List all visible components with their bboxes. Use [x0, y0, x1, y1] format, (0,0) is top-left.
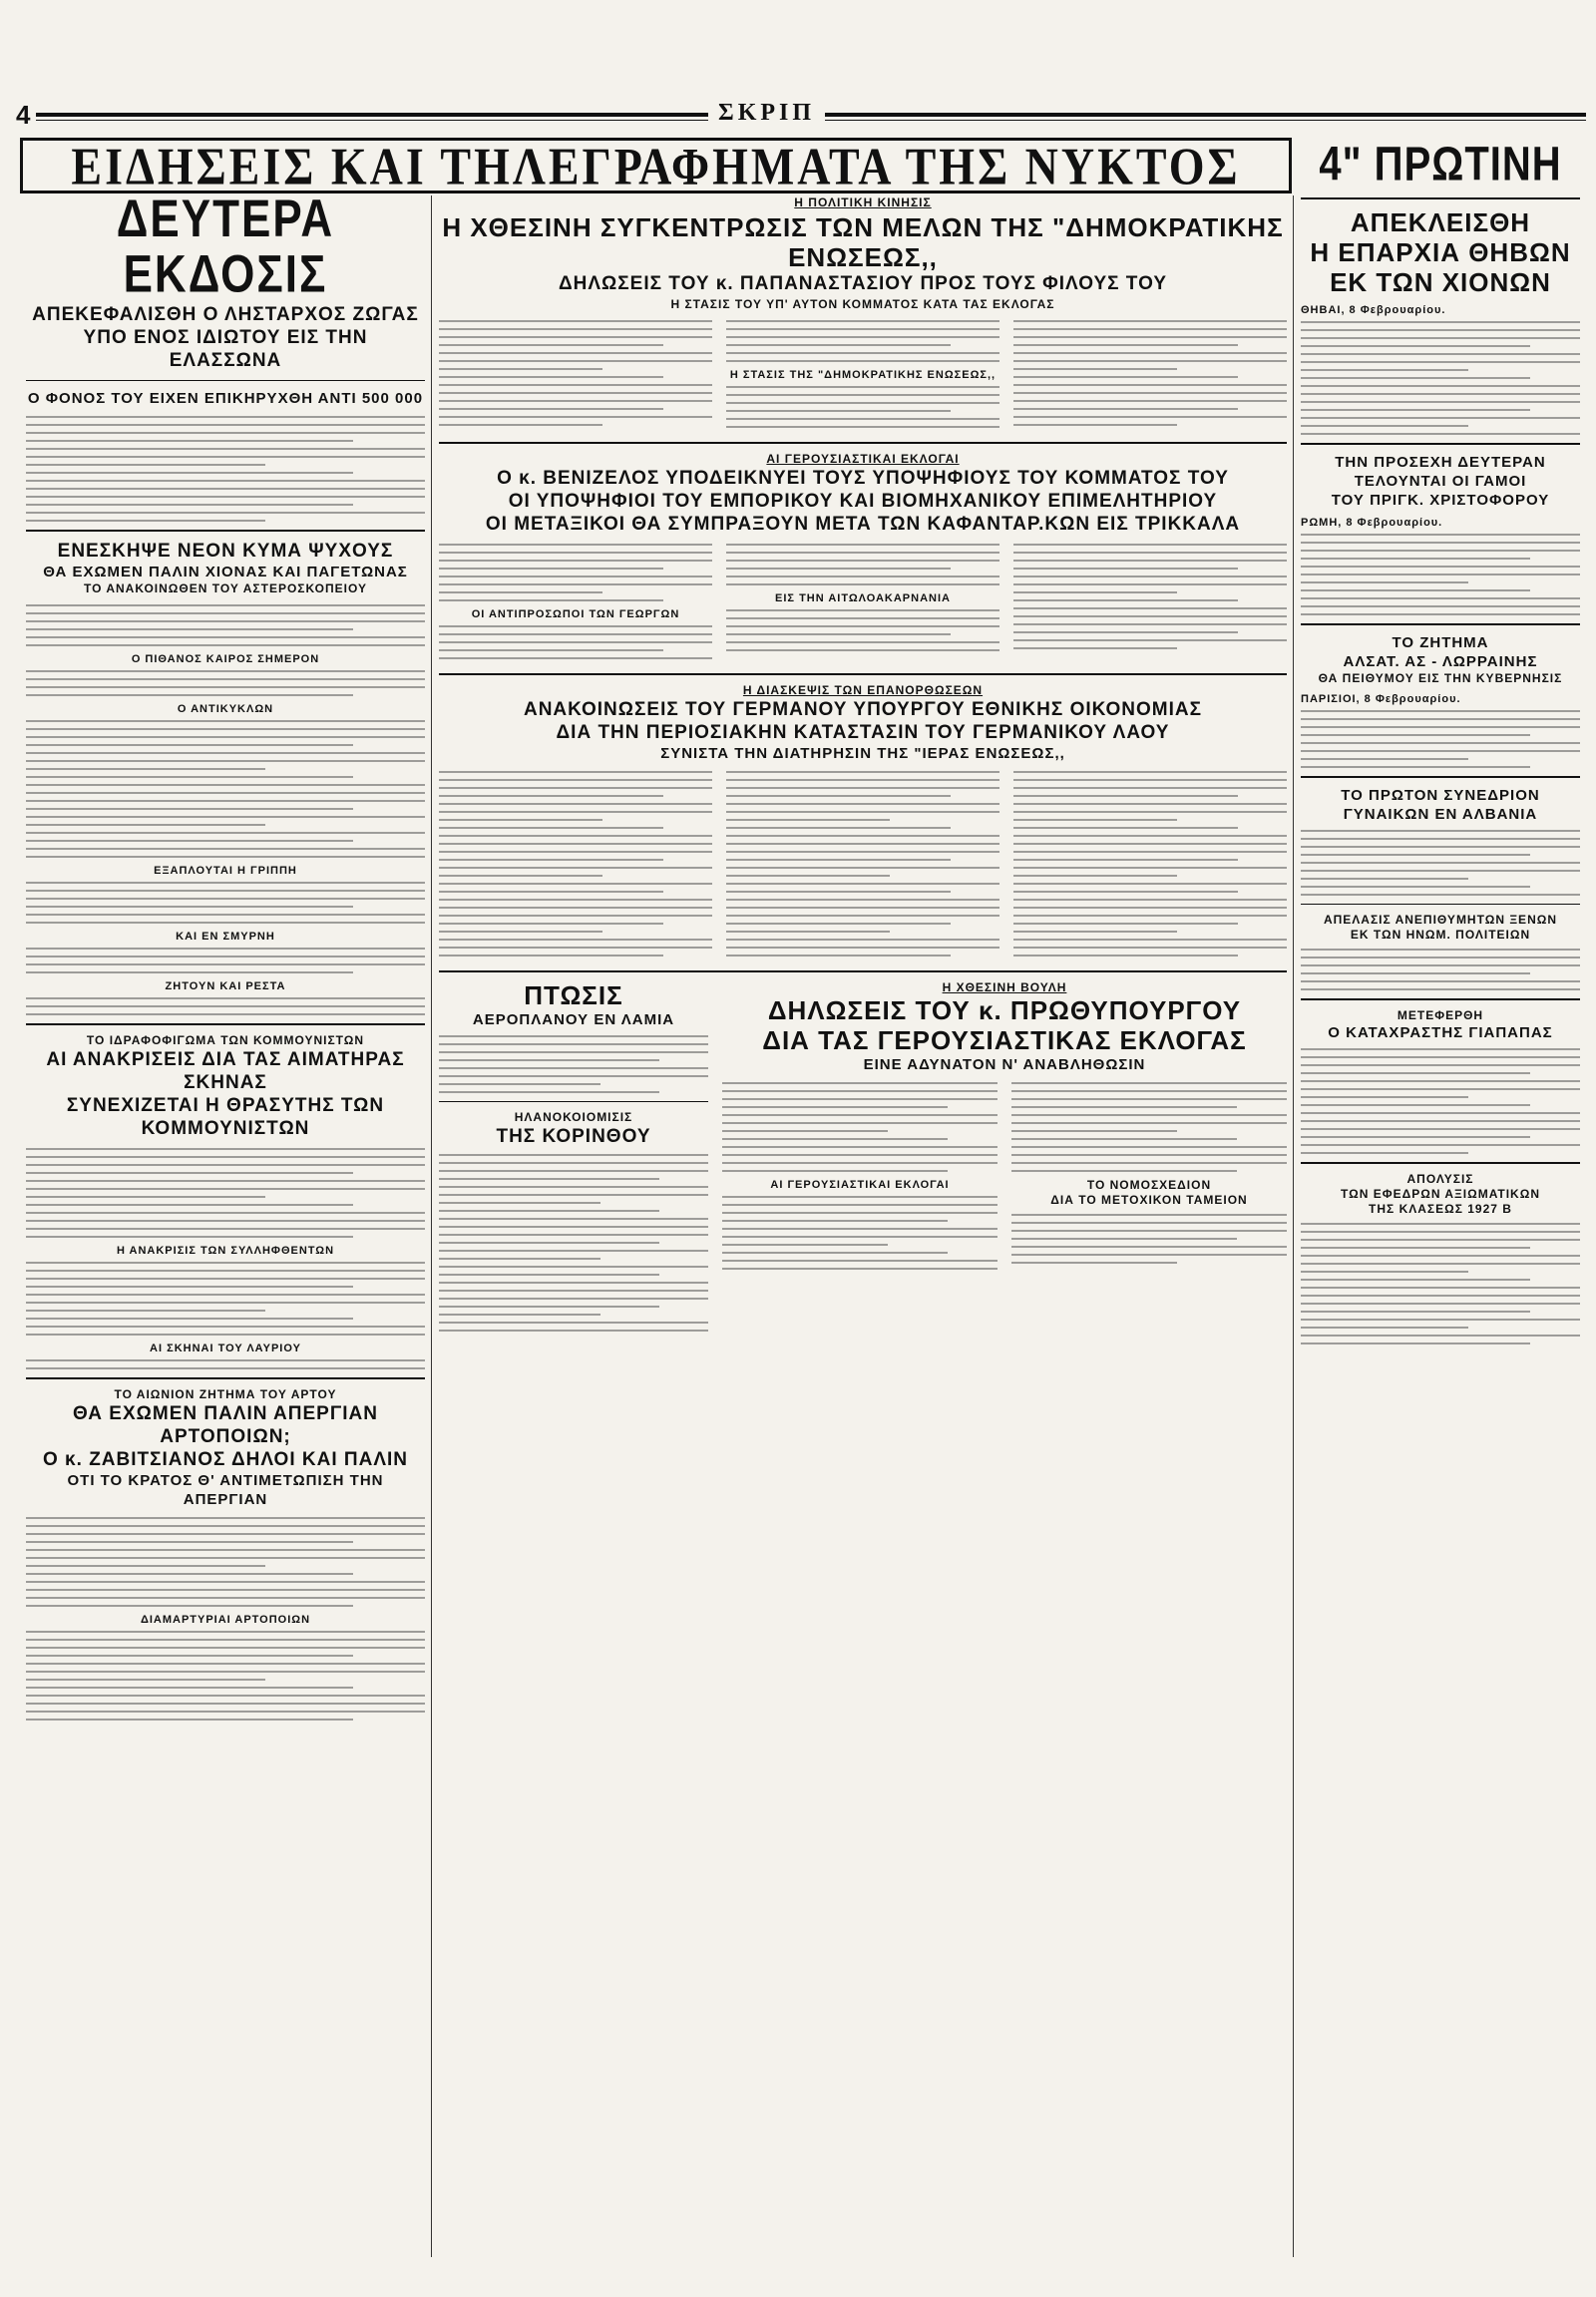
- divider: [26, 1377, 425, 1379]
- column-rule: [1293, 195, 1294, 2257]
- dateline: ΡΩΜΗ, 8 Φεβρουαρίου.: [1301, 517, 1443, 529]
- article-body: [726, 771, 999, 962]
- headline-lorraine-3: ΘΑ ΠΕΙΘΥΜΟΥ ΕΙΣ ΤΗΝ ΚΥΒΕΡΝΗΣΙΣ: [1318, 671, 1563, 685]
- paper-name: ΣΚΡΙΠ: [708, 100, 825, 127]
- article-body: [26, 416, 425, 522]
- headline-albania: ΤΟ ΠΡΩΤΟΝ ΣΥΝΕΔΡΙΟΝ: [1341, 787, 1540, 804]
- column-right: [1301, 140, 1580, 2257]
- headline-thebes: ΑΠΕΚΛΕΙΣΘΗ: [1350, 207, 1531, 237]
- article-col: [722, 980, 1287, 1338]
- article-body: [726, 320, 999, 362]
- subheading: ΟΙ ΑΝΤΙΠΡΟΣΩΠΟΙ ΤΩΝ ΓΕΩΡΓΩΝ: [471, 608, 680, 620]
- subheading: ΕΙΣ ΤΗΝ ΑΙΤΩΛΟΑΚΑΡΝΑΝΙΑ: [775, 592, 951, 604]
- edition-time: 4" ΠΡΩΤΙΝΗ: [1319, 138, 1562, 191]
- subheading: ΑΙ ΓΕΡΟΥΣΙΑΣΤΙΚΑΙ ΕΚΛΟΓΑΙ: [770, 1179, 950, 1191]
- headline-thebes-3: ΕΚ ΤΩΝ ΧΙΟΝΩΝ: [1330, 267, 1551, 297]
- article-columns: [722, 1082, 1287, 1276]
- headline-communists: ΑΙ ΑΝΑΚΡΙΣΕΙΣ ΔΙΑ ΤΑΣ ΑΙΜΑΤΗΡΑΣ ΣΚΗΝΑΣ: [46, 1049, 405, 1093]
- divider: [1301, 776, 1580, 778]
- headline-bread: ΘΑ ΕΧΩΜΕΝ ΠΑΛΙΝ ΑΠΕΡΓΙΑΝ ΑΡΤΟΠΟΙΩΝ;: [73, 1403, 378, 1447]
- article-body: [726, 544, 999, 585]
- divider: [439, 970, 1287, 972]
- bottom-section: [439, 980, 1287, 1338]
- headline-pm: ΔΗΛΩΣΕΙΣ ΤΟΥ κ. ΠΡΩΘΥΠΟΥΡΓΟΥ: [767, 995, 1242, 1025]
- headline-bill: ΤΟ ΝΟΜΟΣΧΕΔΙΟΝ: [1086, 1178, 1212, 1192]
- article-columns: [439, 771, 1287, 962]
- article-body: [26, 1517, 425, 1607]
- subheading: ΔΙΑΜΑΡΤΥΡΙΑΙ ΑΡΤΟΠΟΙΩΝ: [140, 1614, 311, 1626]
- article-body: [1013, 771, 1287, 962]
- article-body: [26, 670, 425, 696]
- subheading: Η ΣΤΑΣΙΣ ΤΗΣ "ΔΗΜΟΚΡΑΤΙΚΗΣ ΕΝΩΣΕΩΣ,,: [729, 369, 997, 381]
- article-body: [26, 720, 425, 858]
- headline-corinth: ΗΛΑΝΟΚΟΙΟΜΙΣΙΣ: [514, 1110, 633, 1124]
- article-body: [1301, 949, 1580, 990]
- article-body: [1301, 534, 1580, 615]
- headline-lorraine: ΤΟ ΖΗΤΗΜΑ: [1392, 634, 1489, 651]
- divider: [1301, 998, 1580, 1000]
- headline-chamber: ΟΙ ΥΠΟΨΗΦΙΟΙ ΤΟΥ ΕΜΠΟΡΙΚΟΥ ΚΑΙ ΒΙΟΜΗΧΑΝΙΚΟΥ ΕΠΙΜΕΛΗΤΗΡΙΟΥ: [508, 491, 1218, 512]
- headline-lorraine-2: ΑΛΣΑΤ. ΑΣ - ΛΩΡΡΑΙΝΗΣ: [1343, 653, 1538, 670]
- kicker-politics: Η ΠΟΛΙΤΙΚΗ ΚΙΝΗΣΙΣ: [794, 195, 932, 209]
- subheading: Η ΑΝΑΚΡΙΣΙΣ ΤΩΝ ΣΥΛΛΗΦΘΕΝΤΩΝ: [116, 1245, 335, 1257]
- article-body: [1011, 1082, 1287, 1172]
- headline-wedding-2: ΤΕΛΟΥΝΤΑΙ ΟΙ ΓΑΜΟΙ: [1354, 473, 1527, 490]
- kicker-communists: ΤΟ ΙΔΡΑΦΟΦΙΓΩΜΑ ΤΩΝ ΚΟΜΜΟΥΝΙΣΤΩΝ: [86, 1033, 365, 1047]
- article-body: [722, 1082, 998, 1172]
- subheading: Ο ΑΝΤΙΚΥΚΛΩΝ: [177, 703, 274, 715]
- headline-zogas-2: ΥΠΟ ΕΝΟΣ ΙΔΙΩΤΟΥ ΕΙΣ ΤΗΝ ΕΛΑΣΣΩΝΑ: [83, 327, 368, 371]
- article-body: [439, 625, 712, 659]
- headline-expulsion: ΑΠΕΛΑΣΙΣ ΑΝΕΠΙΘΥΜΗΤΩΝ ΞΕΝΩΝ: [1323, 913, 1558, 927]
- article-body: [26, 1262, 425, 1336]
- headline-wedding: ΤΗΝ ΠΡΟΣΕΧΗ ΔΕΥΤΕΡΑΝ: [1335, 454, 1546, 471]
- kicker-elections: ΑΙ ΓΕΡΟΥΣΙΑΣΤΙΚΑΙ ΕΚΛΟΓΑΙ: [766, 452, 960, 466]
- headline-venizelos: Ο κ. ΒΕΝΙΖΕΛΟΣ ΥΠΟΔΕΙΚΝΥΕΙ ΤΟΥΣ ΥΠΟΨΗΦΙΟΥΣ ΤΟΥ ΚΟΜΜΑΤΟΣ ΤΟΥ: [497, 468, 1229, 489]
- article-body: [1301, 710, 1580, 768]
- divider: [1301, 197, 1580, 199]
- headline-zogas: ΑΠΕΚΕΦΑΛΙΣΘΗ Ο ΛΗΣΤΑΡΧΟΣ ΖΩΓΑΣ: [32, 304, 419, 325]
- headline-pm-3: ΕΙΝΕ ΑΔΥΝΑΤΟΝ Ν' ΑΝΑΒΛΗΘΩΣΙΝ: [863, 1056, 1146, 1073]
- divider: [439, 673, 1287, 675]
- article-body: [1011, 1214, 1287, 1264]
- headline-bread-2: Ο κ. ΖΑΒΙΤΣΙΑΝΟΣ ΔΗΛΟΙ ΚΑΙ ΠΑΛΙΝ: [42, 1449, 408, 1470]
- headline-crash: ΠΤΩΣΙΣ: [524, 980, 623, 1010]
- subheading: ΕΞΑΠΛΟΥΤΑΙ Η ΓΡΙΠΠΗ: [154, 865, 297, 877]
- subheading: ΚΑΙ ΕΝ ΣΜΥΡΝΗ: [176, 931, 275, 943]
- headline-albania-2: ΓΥΝΑΙΚΩΝ ΕΝ ΑΛΒΑΝΙΑ: [1343, 806, 1538, 823]
- headline-discharge-2: ΤΩΝ ΕΦΕΔΡΩΝ ΑΞΙΩΜΑΤΙΚΩΝ: [1340, 1187, 1541, 1201]
- masthead: [10, 100, 1586, 130]
- subheading: ΑΙ ΣΚΗΝΑΙ ΤΟΥ ΛΑΥΡΙΟΥ: [150, 1342, 301, 1354]
- divider: [1301, 443, 1580, 445]
- column-left: [26, 190, 425, 2257]
- article-columns: [439, 320, 1287, 434]
- divider: [26, 380, 425, 381]
- article-body: [26, 997, 425, 1015]
- column-rule: [431, 195, 432, 2257]
- article-body: [26, 882, 425, 924]
- banner-title: ΕΙΔΗΣΕΙΣ ΚΑΙ ΤΗΛΕΓΡΑΦΗΜΑΤΑ ΤΗΣ ΝΥΚΤΟΣ: [71, 136, 1241, 195]
- kicker-reparations: Η ΔΙΑΣΚΕΨΙΣ ΤΩΝ ΕΠΑΝΟΡΘΩΣΕΩΝ: [742, 683, 984, 697]
- headline-papanastasiou-3: Η ΣΤΑΣΙΣ ΤΟΥ ΥΠ' ΑΥΤΟΝ ΚΟΜΜΑΤΟΣ ΚΑΤΑ ΤΑΣ ΕΚΛΟΓΑΣ: [670, 297, 1055, 311]
- column-middle: [439, 195, 1287, 2257]
- article-col: [439, 980, 708, 1338]
- kicker-bread: ΤΟ ΑΙΩΝΙΟΝ ΖΗΤΗΜΑ ΤΟΥ ΑΡΤΟΥ: [114, 1387, 337, 1401]
- headline-expulsion-2: ΕΚ ΤΩΝ ΗΝΩΜ. ΠΟΛΙΤΕΙΩΝ: [1350, 928, 1531, 942]
- headline-bill-2: ΔΙΑ ΤΟ ΜΕΤΟΧΙΚΟΝ ΤΑΜΕΙΟΝ: [1050, 1193, 1248, 1207]
- article-body: [439, 1035, 708, 1093]
- headline-cold-wave: ΕΝΕΣΚΗΨΕ ΝΕΟΝ ΚΥΜΑ ΨΥΧΟΥΣ: [57, 541, 394, 562]
- headline-communists-2: ΣΥΝΕΧΙΖΕΤΑΙ Η ΘΡΑΣΥΤΗΣ ΤΩΝ ΚΟΜΜΟΥΝΙΣΤΩΝ: [66, 1095, 385, 1139]
- headline-discharge-3: ΤΗΣ ΚΛΑΣΕΩΣ 1927 Β: [1369, 1202, 1512, 1216]
- headline-pm-2: ΔΙΑ ΤΑΣ ΓΕΡΟΥΣΙΑΣΤΙΚΑΣ ΕΚΛΟΓΑΣ: [762, 1025, 1247, 1055]
- article-body: [726, 609, 999, 651]
- article-body: [1301, 1048, 1580, 1154]
- divider: [1301, 1162, 1580, 1164]
- article-body: [26, 604, 425, 646]
- edition-title: ΔΕΥΤΕΡΑ ΕΚΔΟΣΙΣ: [116, 190, 335, 304]
- headline-zogas-3: Ο ΦΟΝΟΣ ΤΟΥ ΕΙΧΕΝ ΕΠΙΚΗΡΥΧΘΗ ΑΝΤΙ 500 000: [27, 390, 424, 407]
- divider: [26, 1023, 425, 1025]
- headline-bread-3: ΟΤΙ ΤΟ ΚΡΑΤΟΣ Θ' ΑΝΤΙΜΕΤΩΠΙΣΗ ΤΗΝ ΑΠΕΡΓΙΑΝ: [67, 1472, 384, 1508]
- headline-transfer: ΜΕΤΕΦΕΡΘΗ: [1396, 1008, 1484, 1022]
- article-col: [722, 1082, 998, 1276]
- headline-discharge: ΑΠΟΛΥΣΙΣ: [1406, 1172, 1474, 1186]
- headline-corinth-2: ΤΗΣ ΚΟΡΙΝΘΟΥ: [496, 1126, 651, 1147]
- headline-democratic-union: Η ΧΘΕΣΙΝΗ ΣΥΓΚΕΝΤΡΩΣΙΣ ΤΩΝ ΜΕΛΩΝ ΤΗΣ "ΔΗΜΟΚΡΑΤΙΚΗΣ ΕΝΩΣΕΩΣ,,: [442, 212, 1284, 272]
- page-banner: [20, 138, 1292, 193]
- subheading: Ο ΠΙΘΑΝΟΣ ΚΑΙΡΟΣ ΣΗΜΕΡΟΝ: [131, 653, 320, 665]
- article-body: [439, 544, 712, 601]
- headline-crash-2: ΑΕΡΟΠΛΑΝΟΥ ΕΝ ΛΑΜΙΑ: [472, 1011, 675, 1028]
- article-body: [439, 1154, 708, 1332]
- article-body: [726, 386, 999, 428]
- divider: [439, 442, 1287, 444]
- headline-wedding-3: ΤΟΥ ΠΡΙΓΚ. ΧΡΙΣΤΟΦΟΡΟΥ: [1331, 492, 1550, 509]
- article-body: [26, 1359, 425, 1369]
- article-columns: [439, 544, 1287, 665]
- article-body: [1301, 830, 1580, 896]
- article-body: [722, 1196, 998, 1270]
- dateline: ΠΑΡΙΣΙΟΙ, 8 Φεβρουαρίου.: [1301, 693, 1461, 705]
- headline-transfer-2: Ο ΚΑΤΑΧΡΑΣΤΗΣ ΓΙΑΠΑΠΑΣ: [1328, 1024, 1553, 1041]
- page-number: 4: [10, 100, 36, 131]
- subheading: ΖΗΤΟΥΝ ΚΑΙ ΡΕΣΤΑ: [165, 980, 286, 992]
- headline-thebes-2: Η ΕΠΑΡΧΙΑ ΘΗΒΩΝ: [1310, 237, 1571, 267]
- article-col: [439, 544, 712, 665]
- article-col: [726, 320, 999, 434]
- article-body: [26, 948, 425, 973]
- article-body: [1013, 320, 1287, 434]
- headline-german-people: ΔΙΑ ΤΗΝ ΠΕΡΙΟΣΙΑΚΗΝ ΚΑΤΑΣΤΑΣΙΝ ΤΟΥ ΓΕΡΜΑΝΙΚΟΥ ΛΑΟΥ: [556, 722, 1170, 743]
- divider: [439, 1101, 708, 1102]
- article-body: [26, 1148, 425, 1238]
- divider: [26, 530, 425, 532]
- dateline: ΘΗΒΑΙ, 8 Φεβρουαρίου.: [1301, 304, 1446, 316]
- article-body: [1301, 321, 1580, 435]
- article-body: [26, 1631, 425, 1721]
- headline-cold-3: ΤΟ ΑΝΑΚΟΙΝΩΘΕΝ ΤΟΥ ΑΣΤΕΡΟΣΚΟΠΕΙΟΥ: [84, 581, 367, 595]
- headline-holy-union: ΣΥΝΙΣΤΑ ΤΗΝ ΔΙΑΤΗΡΗΣΙΝ ΤΗΣ "ΙΕΡΑΣ ΕΝΩΣΕΩΣ,,: [660, 745, 1065, 762]
- article-col: [726, 544, 999, 665]
- headline-german-minister: ΑΝΑΚΟΙΝΩΣΕΙΣ ΤΟΥ ΓΕΡΜΑΝΟΥ ΥΠΟΥΡΓΟΥ ΕΘΝΙΚΗΣ ΟΙΚΟΝΟΜΙΑΣ: [523, 699, 1203, 720]
- article-body: [1013, 544, 1287, 665]
- article-body: [1301, 1223, 1580, 1344]
- article-body: [439, 771, 712, 962]
- headline-cold-2: ΘΑ ΕΧΩΜΕΝ ΠΑΛΙΝ ΧΙΟΝΑΣ ΚΑΙ ΠΑΓΕΤΩΝΑΣ: [43, 564, 408, 580]
- article-body: [439, 320, 712, 434]
- headline-trikala: ΟΙ ΜΕΤΑΞΙΚΟΙ ΘΑ ΣΥΜΠΡΑΞΟΥΝ ΜΕΤΑ ΤΩΝ ΚΑΦΑΝΤΑΡ.ΚΩΝ ΕΙΣ ΤΡΙΚΚΑΛΑ: [485, 514, 1241, 535]
- headline-papanastasiou: ΔΗΛΩΣΕΙΣ ΤΟΥ κ. ΠΑΠΑΝΑΣΤΑΣΙΟΥ ΠΡΟΣ ΤΟΥΣ ΦΙΛΟΥΣ ΤΟΥ: [558, 273, 1167, 294]
- divider: [1301, 623, 1580, 625]
- kicker-parliament: Η ΧΘΕΣΙΝΗ ΒΟΥΛΗ: [942, 980, 1067, 994]
- divider: [1301, 904, 1580, 905]
- article-col: [1011, 1082, 1287, 1276]
